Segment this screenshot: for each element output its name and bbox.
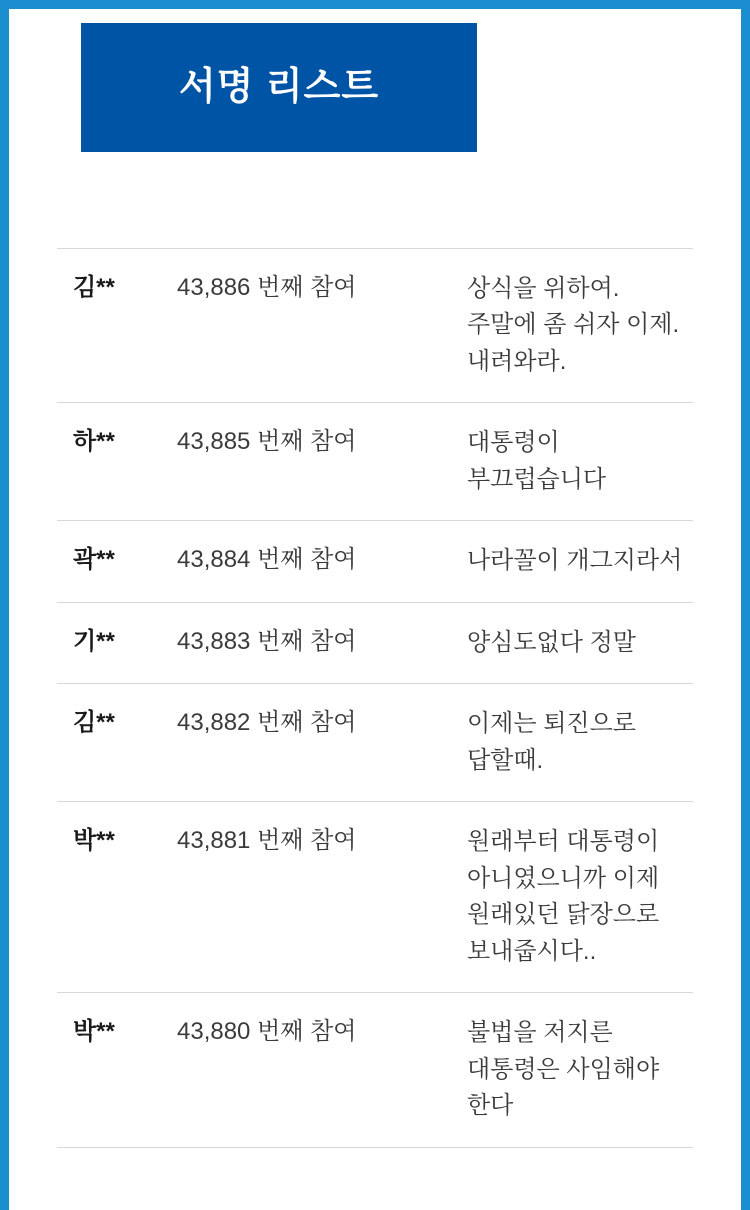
signature-list <box>57 248 693 1148</box>
table-row <box>57 249 693 403</box>
table-row <box>57 684 693 802</box>
table-row <box>57 802 693 993</box>
signer-name: 박** <box>73 827 115 855</box>
table-row <box>57 603 693 684</box>
signer-name: 박** <box>73 1018 115 1046</box>
signer-name: 김** <box>73 274 115 301</box>
signer-order: 43,880 번째 참여 <box>177 1018 357 1046</box>
signer-name: 기** <box>73 627 115 655</box>
signer-name: 김** <box>73 709 115 737</box>
signer-comment: 원래부터 대통령이 아니였으니까 이제 원래있던 닭장으로 보내줍시다.. <box>467 828 660 965</box>
signer-comment: 이제는 퇴진으로 답할때. <box>467 710 636 774</box>
page-content <box>9 9 741 1210</box>
signer-order: 43,885 번째 참여 <box>177 428 357 456</box>
signer-order: 43,884 번째 참여 <box>177 546 357 574</box>
signer-name: 곽** <box>73 546 115 574</box>
page-title-banner <box>81 23 477 152</box>
table-row <box>57 521 693 602</box>
signer-comment: 상식을 위하여. 주말에 좀 쉬자 이제. 내려와라. <box>467 275 680 375</box>
signer-name: 하** <box>73 428 115 456</box>
signer-comment: 나라꼴이 개그지라서 <box>467 547 683 575</box>
table-row <box>57 993 693 1147</box>
table-row <box>57 403 693 521</box>
signer-comment: 불법을 저지른 대통령은 사임해야 한다 <box>467 1019 660 1120</box>
signer-comment: 양심도없다 정말 <box>467 628 636 656</box>
signer-order: 43,882 번째 참여 <box>177 709 357 737</box>
signer-order: 43,886 번째 참여 <box>177 274 357 301</box>
signer-order: 43,883 번째 참여 <box>177 627 357 655</box>
signer-comment: 대통령이 부끄럽습니다 <box>467 429 607 493</box>
page-title: 서명 리스트 <box>178 65 380 108</box>
signer-order: 43,881 번째 참여 <box>177 827 357 855</box>
